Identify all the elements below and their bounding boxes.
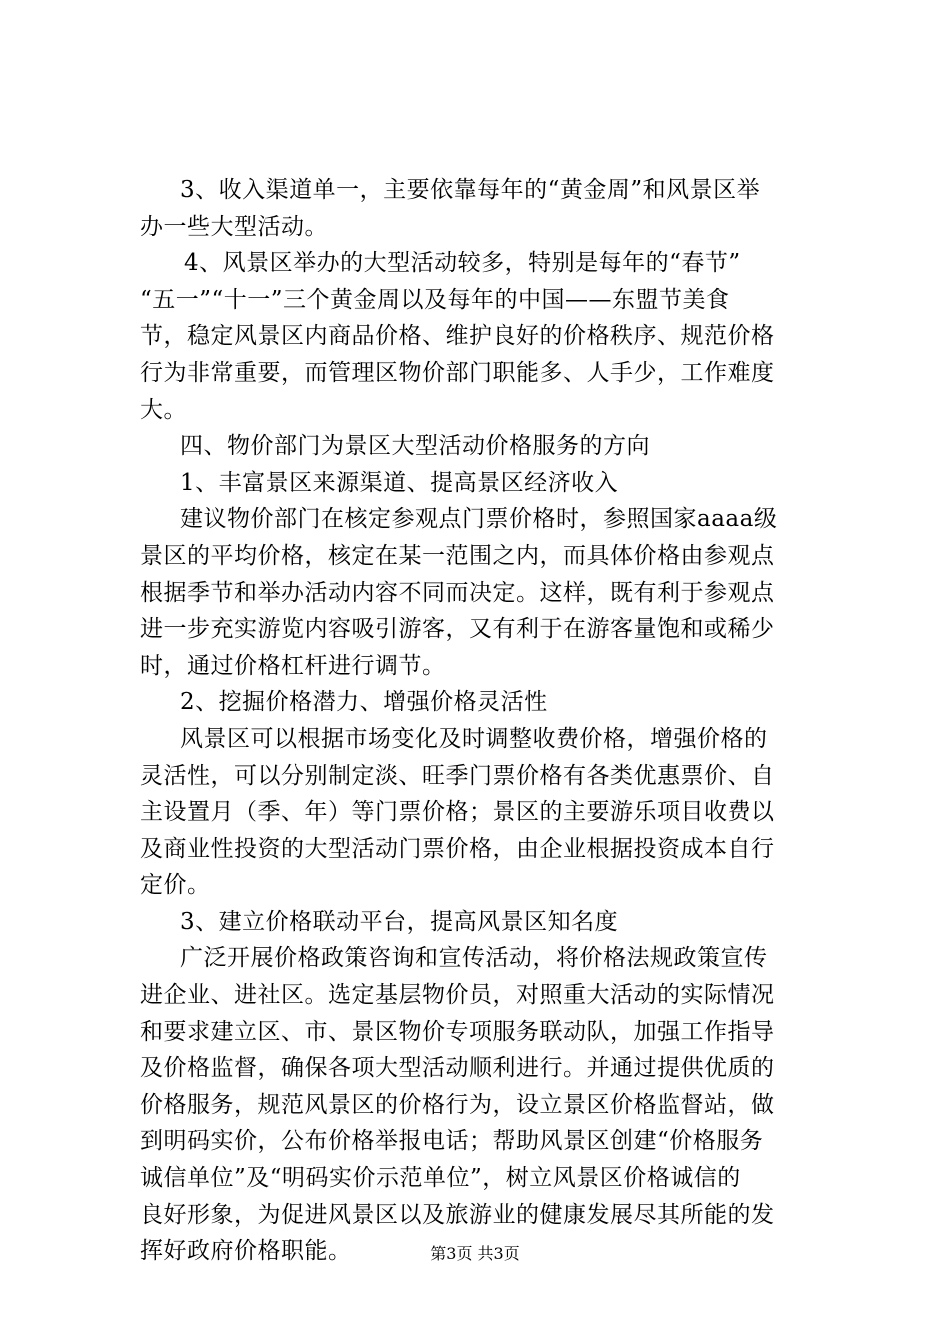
paragraph-line: 3、收入渠道单一，主要依靠每年的“黄金周”和风景区举 [180,177,761,203]
subsection-heading: 3、建立价格联动平台，提高风景区知名度 [180,908,619,935]
paragraph-line: 办一些大型活动。 [140,213,328,240]
paragraph-line: 挥好政府价格职能。 [140,1238,352,1265]
paragraph-line: 诚信单位”及“明码实价示范单位”，树立风景区价格诚信的 [140,1165,741,1192]
paragraph-line: 及商业性投资的大型活动门票价格，由企业根据投资成本自行 [140,835,775,862]
paragraph-line: 节，稳定风景区内商品价格、维护良好的价格秩序、规范价格 [140,323,775,350]
page-number-footer: 第3页 共3页 [430,1244,520,1263]
paragraph-line: 风景区可以根据市场变化及时调整收费价格，增强价格的 [180,725,768,752]
paragraph-line: 大。 [140,396,187,423]
paragraph-line: 广泛开展价格政策咨询和宣传活动，将价格法规政策宣传 [180,945,768,972]
paragraph-line: 进一步充实游览内容吸引游客，又有利于在游客量饱和或稀少 [140,616,775,643]
paragraph-line: 主设置月（季、年）等门票价格；景区的主要游乐项目收费以 [140,799,775,826]
paragraph-line: 行为非常重要，而管理区物价部门职能多、人手少，工作难度 [140,359,775,386]
paragraph-line: 定价。 [140,872,211,899]
paragraph-line: 及价格监督，确保各项大型活动顺利进行。并通过提供优质的 [140,1055,775,1082]
document-body [140,172,830,1270]
section-heading: 四、物价部门为景区大型活动价格服务的方向 [180,433,650,460]
paragraph-line: 良好形象，为促进风景区以及旅游业的健康发展尽其所能的发 [140,1201,775,1228]
paragraph-line: 根据季节和举办活动内容不同而决定。这样，既有利于参观点 [140,579,775,606]
paragraph-line: 到明码实价，公布价格举报电话；帮助风景区创建“价格服务 [140,1128,764,1155]
subsection-heading: 1、丰富景区来源渠道、提高景区经济收入 [180,469,619,496]
paragraph-line: 进企业、进社区。选定基层物价员，对照重大活动的实际情况 [140,982,775,1009]
paragraph-line: 时，通过价格杠杆进行调节。 [140,652,446,679]
paragraph-line: 4、风景区举办的大型活动较多，特别是每年的“春节” [184,250,741,277]
subsection-heading: 2、挖掘价格潜力、增强价格灵活性 [180,689,548,716]
paragraph-line: 景区的平均价格，核定在某一范围之内，而具体价格由参观点 [140,542,775,569]
paragraph-line: 和要求建立区、市、景区物价专项服务联动队，加强工作指导 [140,1018,775,1045]
paragraph-line: 价格服务，规范风景区的价格行为，设立景区价格监督站，做 [140,1091,775,1118]
paragraph-line: 建议物价部门在核定参观点门票价格时，参照国家aaaa级 [180,506,778,533]
paragraph-line: 灵活性，可以分别制定淡、旺季门票价格有各类优惠票价、自 [140,762,775,789]
paragraph-line: “五一”“十一”三个黄金周以及每年的中国——东盟节美食 [140,286,730,313]
